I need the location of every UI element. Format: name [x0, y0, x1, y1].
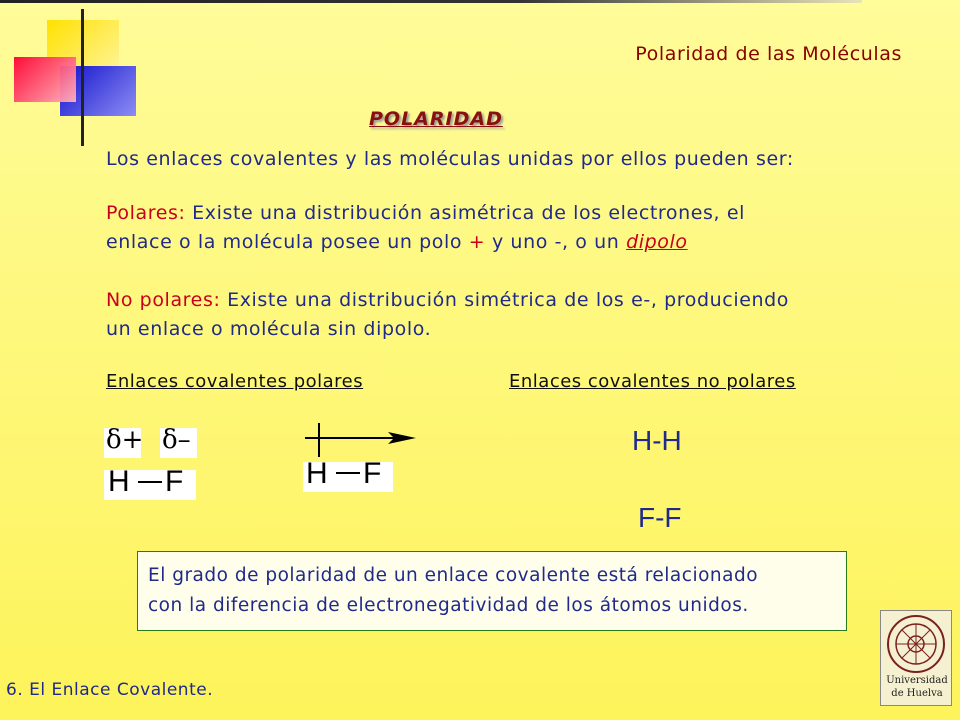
arrow-bond — [336, 472, 360, 474]
example-f-f: F-F — [638, 502, 682, 533]
example-h-h: H-H — [632, 425, 682, 456]
delta-plus-box — [104, 425, 144, 458]
polares-line2b: y uno -, o un — [491, 231, 620, 253]
polares-paragraph — [106, 199, 745, 257]
delta-minus-box — [160, 425, 197, 458]
no-polares-line1: Existe una distribución simétrica de los e-, produciendo — [227, 289, 790, 311]
note-line2: con la diferencia de electronegatividad de los átomos unidos. — [148, 595, 749, 616]
polares-line1: Existe una distribución asimétrica de los electrones, el — [192, 202, 746, 224]
decor-red-square — [14, 57, 76, 102]
polares-line2a: enlace o la molécula posee un polo — [106, 231, 463, 253]
arrow-atom-f: F — [363, 457, 382, 490]
heading-nonpolar: Enlaces covalentes no polares — [509, 371, 796, 392]
plus-sign: + — [468, 231, 486, 253]
heading-polar: Enlaces covalentes polares — [106, 371, 364, 392]
page-title: Polaridad de las Moléculas — [635, 43, 902, 65]
section-title: POLARIDAD — [369, 108, 503, 130]
polar-atom-f: F — [165, 465, 184, 498]
intro-text: Los enlaces covalentes y las moléculas unidas por ellos pueden ser: — [106, 148, 794, 170]
polar-atom-h: H — [108, 465, 130, 498]
university-logo — [880, 610, 952, 706]
logo-line1: Universidad — [886, 675, 948, 686]
note-line1: El grado de polaridad de un enlace covalente está relacionado — [148, 565, 759, 586]
no-polares-line2: un enlace o molécula sin dipolo. — [106, 318, 432, 340]
header-rule — [0, 0, 862, 3]
dipole-arrow — [300, 420, 420, 460]
seal-icon — [881, 613, 951, 675]
note-text — [148, 561, 758, 621]
polares-label: Polares: — [106, 202, 186, 224]
delta-plus: δ+ — [106, 425, 144, 455]
dipolo-link[interactable]: dipolo — [626, 231, 688, 253]
footer-chapter: 6. El Enlace Covalente. — [6, 680, 214, 700]
polar-bond — [138, 481, 162, 483]
note-box — [137, 551, 847, 631]
arrow-atom-h: H — [306, 457, 328, 490]
no-polares-paragraph — [106, 286, 789, 344]
logo-line2: de Huelva — [891, 688, 943, 699]
no-polares-label: No polares: — [106, 289, 221, 311]
delta-minus: δ– — [162, 425, 191, 455]
decor-vertical-line — [81, 9, 84, 146]
